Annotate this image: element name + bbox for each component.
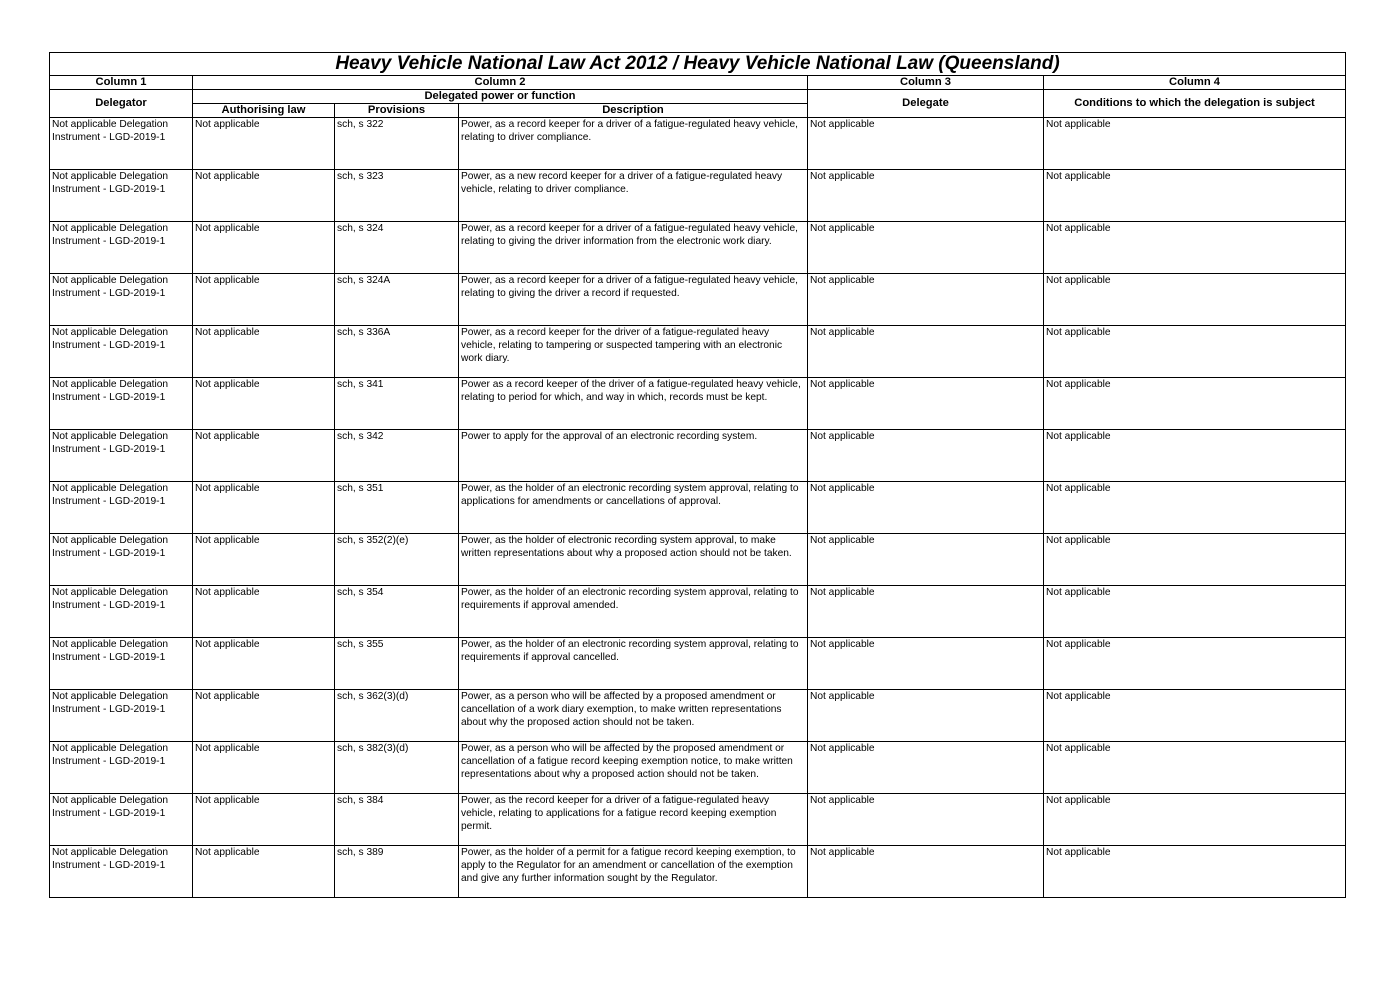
description-cell: Power to apply for the approval of an electronic recording system.	[459, 430, 808, 482]
delegate-cell: Not applicable	[808, 534, 1044, 586]
delegate-header: Delegate	[808, 90, 1044, 118]
delegator-cell: Not applicable Delegation Instrument - LGD-2019-1	[50, 482, 193, 534]
delegator-cell: Not applicable Delegation Instrument - LGD-2019-1	[50, 742, 193, 794]
conditions-cell: Not applicable	[1044, 534, 1346, 586]
delegator-cell: Not applicable Delegation Instrument - LGD-2019-1	[50, 170, 193, 222]
column-4-header: Column 4	[1044, 76, 1346, 90]
table-row	[50, 690, 1346, 742]
table-row	[50, 326, 1346, 378]
authorising-law-cell: Not applicable	[193, 690, 335, 742]
delegate-cell: Not applicable	[808, 742, 1044, 794]
table-row	[50, 742, 1346, 794]
conditions-cell: Not applicable	[1044, 430, 1346, 482]
delegate-cell: Not applicable	[808, 274, 1044, 326]
description-cell: Power, as a record keeper for a driver of a fatigue-regulated heavy vehicle, relating to giving the driver information from the electronic work diary.	[459, 222, 808, 274]
description-cell: Power as a record keeper of the driver of a fatigue-regulated heavy vehicle, relating to period for which, and way in which, records must be kept.	[459, 378, 808, 430]
authorising-law-cell: Not applicable	[193, 794, 335, 846]
authorising-law-cell: Not applicable	[193, 534, 335, 586]
description-cell: Power, as a record keeper for a driver of a fatigue-regulated heavy vehicle, relating to giving the driver a record if requested.	[459, 274, 808, 326]
provisions-header: Provisions	[335, 104, 459, 118]
description-cell: Power, as a record keeper for a driver of a fatigue-regulated heavy vehicle, relating to driver compliance.	[459, 118, 808, 170]
authorising-law-cell: Not applicable	[193, 274, 335, 326]
column-2-header: Column 2	[193, 76, 808, 90]
conditions-cell: Not applicable	[1044, 378, 1346, 430]
provision-cell: sch, s 324A	[335, 274, 459, 326]
conditions-cell: Not applicable	[1044, 742, 1346, 794]
delegator-cell: Not applicable Delegation Instrument - LGD-2019-1	[50, 586, 193, 638]
authorising-law-header: Authorising law	[193, 104, 335, 118]
provision-cell: sch, s 323	[335, 170, 459, 222]
delegate-cell: Not applicable	[808, 638, 1044, 690]
description-cell: Power, as a new record keeper for a driver of a fatigue-regulated heavy vehicle, relating to driver compliance.	[459, 170, 808, 222]
delegation-table	[49, 52, 1346, 898]
delegate-cell: Not applicable	[808, 222, 1044, 274]
provision-cell: sch, s 355	[335, 638, 459, 690]
table-row	[50, 430, 1346, 482]
table-row	[50, 586, 1346, 638]
delegate-cell: Not applicable	[808, 378, 1044, 430]
table-row	[50, 170, 1346, 222]
delegator-cell: Not applicable Delegation Instrument - LGD-2019-1	[50, 326, 193, 378]
authorising-law-cell: Not applicable	[193, 222, 335, 274]
provision-cell: sch, s 336A	[335, 326, 459, 378]
description-cell: Power, as a record keeper for the driver of a fatigue-regulated heavy vehicle, relating to tampering or suspected tampering with an electronic work diary.	[459, 326, 808, 378]
conditions-cell: Not applicable	[1044, 170, 1346, 222]
authorising-law-cell: Not applicable	[193, 846, 335, 898]
authorising-law-cell: Not applicable	[193, 482, 335, 534]
conditions-cell: Not applicable	[1044, 326, 1346, 378]
table-row	[50, 846, 1346, 898]
table-row	[50, 274, 1346, 326]
authorising-law-cell: Not applicable	[193, 170, 335, 222]
provision-cell: sch, s 362(3)(d)	[335, 690, 459, 742]
description-cell: Power, as the record keeper for a driver of a fatigue-regulated heavy vehicle, relating to applications for a fatigue record keeping exemption permit.	[459, 794, 808, 846]
table-row	[50, 794, 1346, 846]
delegator-cell: Not applicable Delegation Instrument - LGD-2019-1	[50, 378, 193, 430]
conditions-cell: Not applicable	[1044, 846, 1346, 898]
conditions-cell: Not applicable	[1044, 638, 1346, 690]
provision-cell: sch, s 322	[335, 118, 459, 170]
provision-cell: sch, s 382(3)(d)	[335, 742, 459, 794]
conditions-cell: Not applicable	[1044, 794, 1346, 846]
column-3-header: Column 3	[808, 76, 1044, 90]
provision-cell: sch, s 341	[335, 378, 459, 430]
delegate-cell: Not applicable	[808, 846, 1044, 898]
delegator-header: Delegator	[50, 90, 193, 118]
conditions-cell: Not applicable	[1044, 118, 1346, 170]
authorising-law-cell: Not applicable	[193, 118, 335, 170]
delegate-cell: Not applicable	[808, 690, 1044, 742]
provision-cell: sch, s 351	[335, 482, 459, 534]
description-header: Description	[459, 104, 808, 118]
authorising-law-cell: Not applicable	[193, 378, 335, 430]
authorising-law-cell: Not applicable	[193, 430, 335, 482]
conditions-cell: Not applicable	[1044, 690, 1346, 742]
conditions-cell: Not applicable	[1044, 222, 1346, 274]
delegate-cell: Not applicable	[808, 794, 1044, 846]
conditions-cell: Not applicable	[1044, 274, 1346, 326]
provision-cell: sch, s 384	[335, 794, 459, 846]
delegator-cell: Not applicable Delegation Instrument - LGD-2019-1	[50, 274, 193, 326]
conditions-cell: Not applicable	[1044, 586, 1346, 638]
description-cell: Power, as the holder of an electronic recording system approval, relating to requirements if approval amended.	[459, 586, 808, 638]
description-cell: Power, as the holder of an electronic recording system approval, relating to requirements if approval cancelled.	[459, 638, 808, 690]
authorising-law-cell: Not applicable	[193, 742, 335, 794]
table-row	[50, 118, 1346, 170]
delegate-cell: Not applicable	[808, 430, 1044, 482]
column-1-header: Column 1	[50, 76, 193, 90]
provision-cell: sch, s 324	[335, 222, 459, 274]
conditions-cell: Not applicable	[1044, 482, 1346, 534]
authorising-law-cell: Not applicable	[193, 638, 335, 690]
delegator-cell: Not applicable Delegation Instrument - LGD-2019-1	[50, 638, 193, 690]
table-row	[50, 378, 1346, 430]
delegate-cell: Not applicable	[808, 482, 1044, 534]
table-row	[50, 534, 1346, 586]
description-cell: Power, as the holder of electronic recording system approval, to make written representations about why a proposed action should not be taken.	[459, 534, 808, 586]
provision-cell: sch, s 389	[335, 846, 459, 898]
delegator-cell: Not applicable Delegation Instrument - LGD-2019-1	[50, 534, 193, 586]
delegated-power-header: Delegated power or function	[193, 90, 808, 104]
authorising-law-cell: Not applicable	[193, 586, 335, 638]
delegate-cell: Not applicable	[808, 170, 1044, 222]
authorising-law-cell: Not applicable	[193, 326, 335, 378]
description-cell: Power, as a person who will be affected by a proposed amendment or cancellation of a work diary exemption, to make written representations about why the proposed action should not be taken.	[459, 690, 808, 742]
table-row	[50, 482, 1346, 534]
delegate-cell: Not applicable	[808, 118, 1044, 170]
description-cell: Power, as the holder of a permit for a fatigue record keeping exemption, to apply to the Regulator for an amendment or cancellation of the exemption and give any further information sought by the Regulator.	[459, 846, 808, 898]
delegator-cell: Not applicable Delegation Instrument - LGD-2019-1	[50, 430, 193, 482]
page-title: Heavy Vehicle National Law Act 2012 / Heavy Vehicle National Law (Queensland)	[50, 53, 1346, 76]
delegator-cell: Not applicable Delegation Instrument - LGD-2019-1	[50, 690, 193, 742]
delegate-cell: Not applicable	[808, 326, 1044, 378]
delegator-cell: Not applicable Delegation Instrument - LGD-2019-1	[50, 794, 193, 846]
table-row	[50, 638, 1346, 690]
description-cell: Power, as a person who will be affected by the proposed amendment or cancellation of a fatigue record keeping exemption notice, to make written representations about why a proposed action should not be taken.	[459, 742, 808, 794]
conditions-header: Conditions to which the delegation is subject	[1044, 90, 1346, 118]
provision-cell: sch, s 352(2)(e)	[335, 534, 459, 586]
table-row	[50, 222, 1346, 274]
provision-cell: sch, s 342	[335, 430, 459, 482]
delegator-cell: Not applicable Delegation Instrument - LGD-2019-1	[50, 846, 193, 898]
description-cell: Power, as the holder of an electronic recording system approval, relating to applications for amendments or cancellations of approval.	[459, 482, 808, 534]
delegator-cell: Not applicable Delegation Instrument - LGD-2019-1	[50, 118, 193, 170]
delegate-cell: Not applicable	[808, 586, 1044, 638]
delegator-cell: Not applicable Delegation Instrument - LGD-2019-1	[50, 222, 193, 274]
provision-cell: sch, s 354	[335, 586, 459, 638]
